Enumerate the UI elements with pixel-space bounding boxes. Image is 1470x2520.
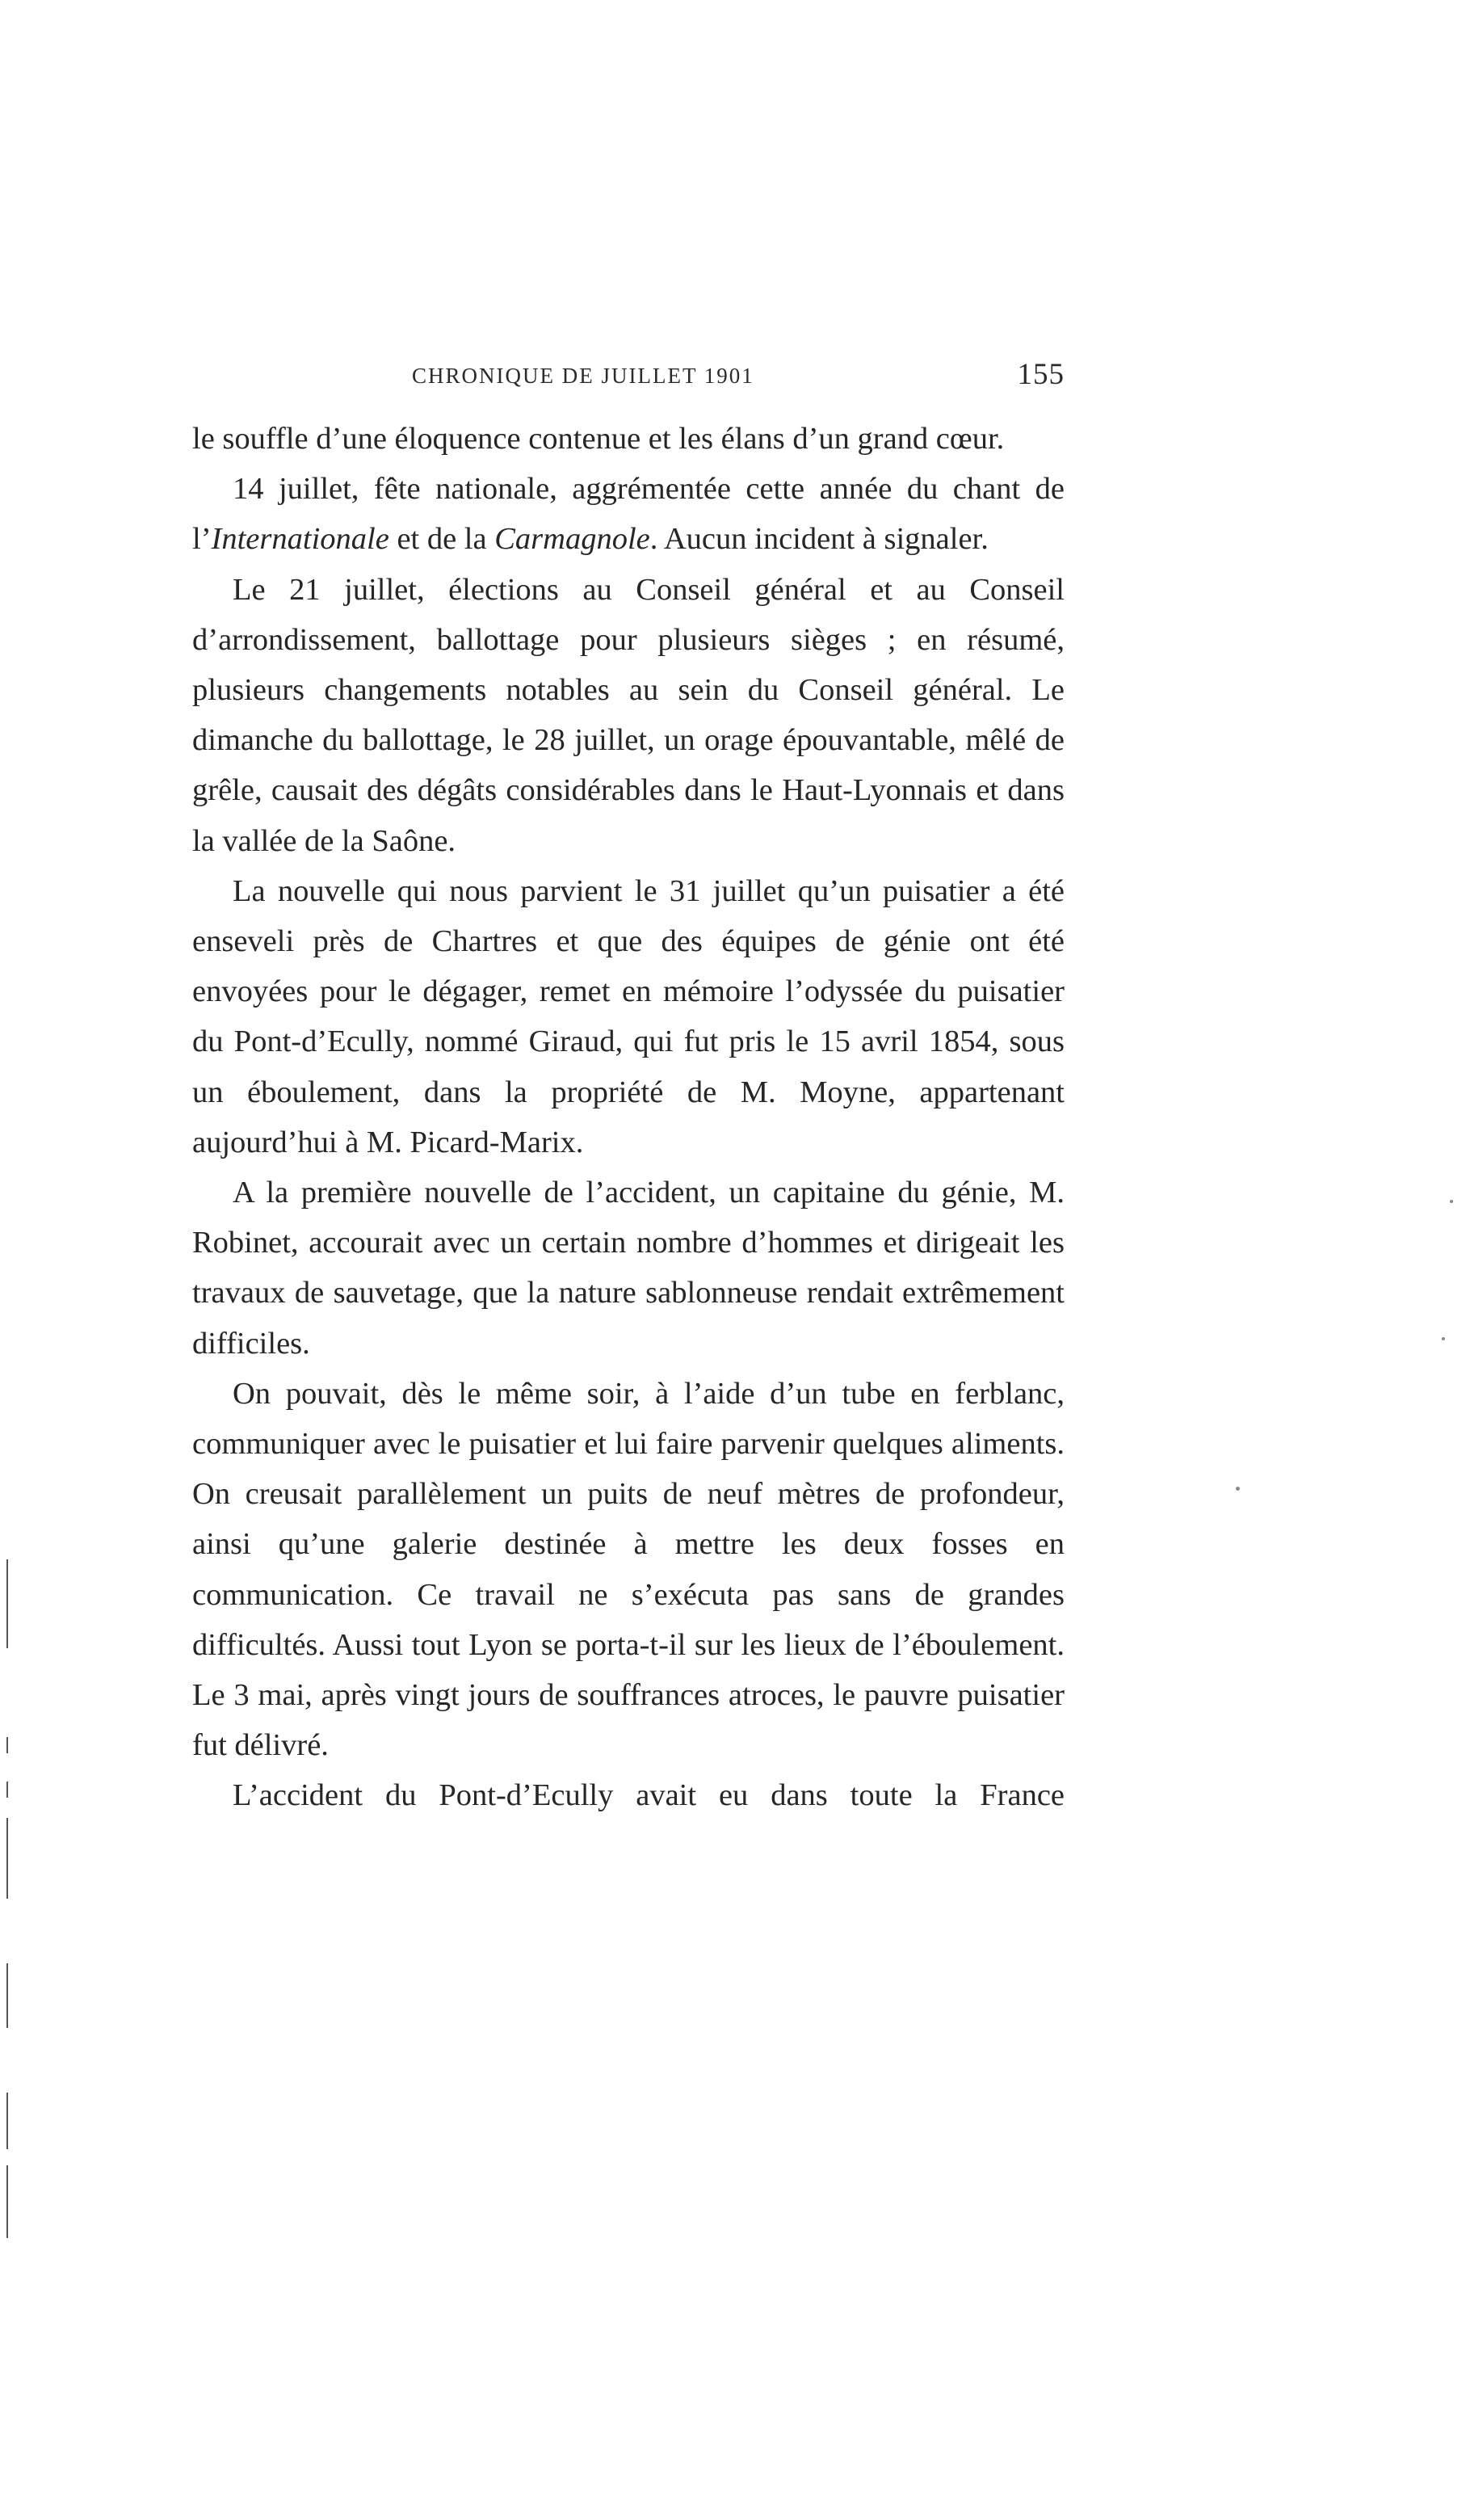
paragraph-6 bbox=[192, 1369, 1065, 1771]
paragraph-2-text-before: 14 juillet, fête nationale, aggrémentée cette année du chant de l’ bbox=[192, 472, 1065, 557]
paragraph-4-text: La nouvelle qui nous parvient le 31 juillet qu’un puisatier a été enseveli près de Chartres et que des équipes de génie ont été envoyées pour le dégager, remet en mémoire l’odyssée du puisatier du Pont-d’Ecully, nommé Giraud, qui fut pris le 15 avril 1854, sous un éboulement, dans la propriété de M. Moyne, appartenant aujourd’hui à M. Picard-Marix. bbox=[192, 873, 1065, 1159]
paragraph-3-text: Le 21 juillet, élections au Conseil général et au Conseil d’arrondissement, ballottage pour plusieurs sièges ; en résumé, plusieurs changements notables au sein du Conseil général. Le dimanche du ballottage, le 28 juillet, un orage épouvantable, mêlé de grêle, causait des dégâts considérables dans le Haut-Lyonnais et dans la vallée de la Saône. bbox=[192, 572, 1065, 858]
paragraph-1-text: le souffle d’une éloquence contenue et les élans d’un grand cœur. bbox=[192, 422, 1005, 456]
page-number: 155 bbox=[1017, 358, 1065, 391]
paragraph-1 bbox=[192, 414, 1065, 464]
paragraph-2-text-after: . Aucun incident à signaler. bbox=[649, 522, 989, 557]
paragraph-2-italic-carmagnole: Carmagnole bbox=[494, 522, 650, 557]
scan-speck-2 bbox=[1442, 1337, 1445, 1340]
paragraph-5 bbox=[192, 1167, 1065, 1369]
scan-mark-left-6 bbox=[6, 2093, 8, 2149]
paragraph-2-italic-internationale: Internationale bbox=[211, 522, 389, 557]
scan-mark-left-5 bbox=[6, 1963, 8, 2028]
scan-mark-left-1 bbox=[6, 1559, 8, 1648]
scan-speck-1 bbox=[1236, 1487, 1240, 1491]
paragraph-4 bbox=[192, 866, 1065, 1167]
running-title: CHRONIQUE DE JUILLET 1901 bbox=[412, 364, 754, 388]
scan-mark-left-3 bbox=[6, 1782, 8, 1798]
scan-mark-left-4 bbox=[6, 1818, 8, 1899]
body-text bbox=[192, 414, 1065, 1821]
paragraph-6-text: On pouvait, dès le même soir, à l’aide d’un tube en ferblanc, communiquer avec le puisatier et lui faire parvenir quelques aliments. On creusait parallèlement un puits de neuf mètres de profondeur, ainsi qu’une galerie destinée à mettre les deux fosses en communication. Ce travail ne s’exécuta pas sans de grandes difficultés. Aussi tout Lyon se porta-t-il sur les lieux de l’éboulement. Le 3 mai, après vingt jours de souffrances atroces, le pauvre puisatier fut délivré. bbox=[192, 1376, 1065, 1763]
scan-speck-3 bbox=[1450, 1200, 1453, 1203]
paragraph-5-text: A la première nouvelle de l’accident, un capitaine du génie, M. Robinet, accourait avec un certain nombre d’hommes et dirigeait les travaux de sauvetage, que la nature sablonneuse rendait extrêmement difficiles. bbox=[192, 1176, 1065, 1361]
paragraph-7 bbox=[192, 1770, 1065, 1820]
paragraph-7-text: L’accident du Pont-d’Ecully avait eu dans toute la France bbox=[233, 1778, 1065, 1813]
paragraph-2-text-middle: et de la bbox=[388, 522, 495, 557]
scan-mark-left-7 bbox=[6, 2165, 8, 2238]
running-head bbox=[192, 357, 1065, 406]
scan-mark-left-2 bbox=[6, 1737, 8, 1753]
paragraph-2 bbox=[192, 464, 1065, 564]
paragraph-3 bbox=[192, 565, 1065, 866]
